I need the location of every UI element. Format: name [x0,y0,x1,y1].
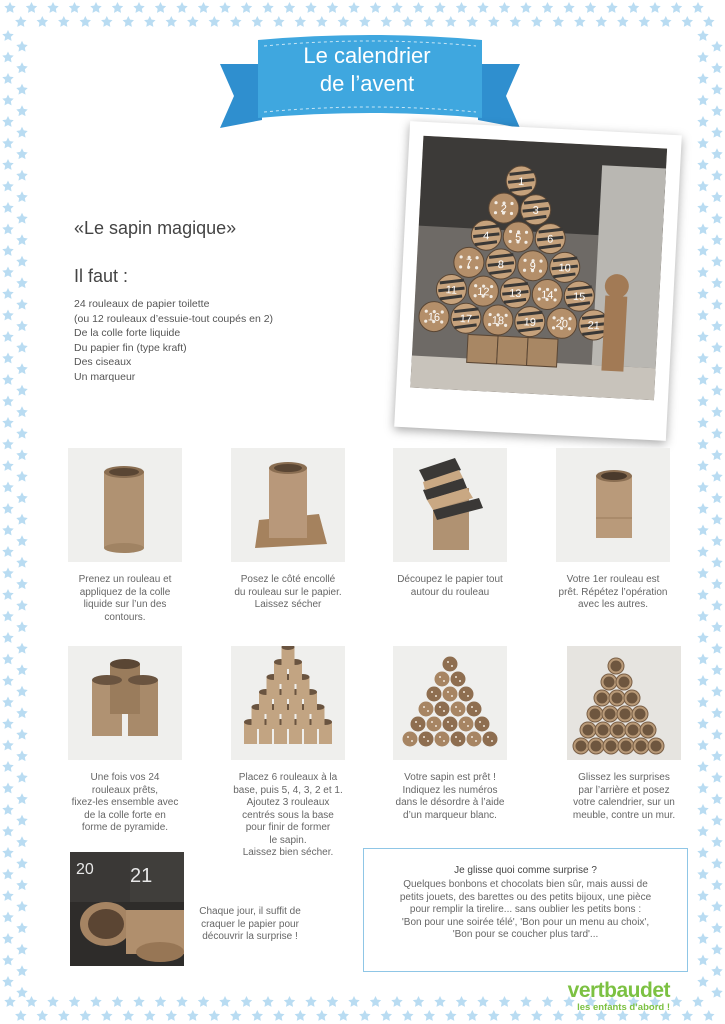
needs-item: 24 rouleaux de papier toilette [74,298,210,310]
page-title [262,42,472,98]
title-line-2: de l’avent [319,71,415,96]
step-4-photo [556,448,670,562]
logo-tagline: les enfants d’abord ! [577,1002,670,1013]
step-3-photo [393,448,507,562]
tree-roll-number: 19 [523,316,537,329]
surprise-text: Quelques bonbons et chocolats bien sûr, mais aussi de petits jouets, des barettes ou des petits bijoux, une pièce pour remplir la tirelire... sans oublier les petits bons : 'Bon pour une soirée télé', 'Bon pour un menu au choix', 'Bon pour se coucher plus tard'... [399,879,652,940]
needs-item: (ou 12 rouleaux d’essuie-tout coupés en 2) [74,312,274,325]
tree-roll-number: 3 [532,204,540,217]
tree-roll-number: 18 [491,314,505,328]
tree-roll-number: 16 [427,311,441,324]
needs-item: De la colle forte liquide [74,327,181,339]
step-4-caption: Votre 1er rouleau est prêt. Répétez l’opération avec les autres. [558,574,668,610]
step-3-caption: Découpez le papier tout autour du rouleau [397,574,503,598]
title-line-1: Le calendrier [303,43,431,68]
step-9-photo [70,852,184,966]
step-1-photo [68,448,182,562]
step-6-photo [231,646,345,760]
step-5-photo [68,646,182,760]
tree-roll-number: 4 [482,230,490,243]
surprise-info-box [363,848,688,972]
surprise-title: Je glisse quoi comme surprise ? [454,865,597,876]
roll-number-20: 20 [76,861,94,878]
tree-roll-number: 1 [517,175,525,189]
tree-roll-number: 20 [555,317,569,331]
tree-roll-number: 21 [587,319,601,333]
needs-title: Il faut : [74,266,129,286]
step-8-caption: Glissez les surprises par l’arrière et posez votre calendrier, sur un meuble, contre un mur. [572,772,676,821]
tree-roll-number: 2 [500,202,508,216]
tree-roll-number: 12 [476,285,490,299]
step-5-caption: Une fois vos 24 rouleaux prêts, fixez-les ensemble avec de la colle forte en forme de pyramide. [71,772,179,833]
logo-name: vertbaudet [567,979,670,1002]
step-6-caption: Placez 6 rouleaux à la base, puis 5, 4, 3, 2 et 1. Ajoutez 3 rouleaux centrés sous la base pour finir de former le sapin. Laissez bien sécher. [233,772,343,858]
needs-item: Un marqueur [74,370,136,383]
roll-number-21: 21 [130,865,153,887]
tree-roll-number: 9 [529,260,537,273]
tree-roll-number: 10 [558,262,572,275]
tree-roll-number: 13 [508,287,522,301]
step-9-caption: Chaque jour, il suffit de craquer le papier pour découvrir la surprise ! [199,906,301,942]
needs-item: Des ciseaux [74,356,132,368]
vertbaudet-logo [530,980,670,1013]
tree-roll-number: 7 [465,257,473,270]
finished-tree-photo [410,136,667,400]
tree-roll-number: 6 [546,233,554,246]
step-8-photo [567,646,681,760]
tree-roll-number: 11 [445,284,458,297]
tree-roll-number: 14 [540,289,554,302]
needs-item: Du papier fin (type kraft) [74,341,187,354]
step-7-caption: Votre sapin est prêt ! Indiquez les numéros dans le désordre à l’aide d’un marqueur blanc. [395,772,505,821]
step-2-caption: Posez le côté encollé du rouleau sur le papier. Laissez sécher [234,574,342,610]
needs-list [74,297,273,384]
tree-roll-number: 8 [497,258,505,272]
section-title: «Le sapin magique» [74,218,237,238]
step-2-photo [231,448,345,562]
step-7-photo [393,646,507,760]
polaroid-photo-frame [394,121,682,441]
step-1-caption: Prenez un rouleau et appliquez de la colle liquide sur l’un des contours. [78,574,172,623]
tree-roll-number: 17 [459,312,473,326]
tree-roll-number: 15 [572,290,586,304]
tree-roll-number: 5 [514,231,522,245]
